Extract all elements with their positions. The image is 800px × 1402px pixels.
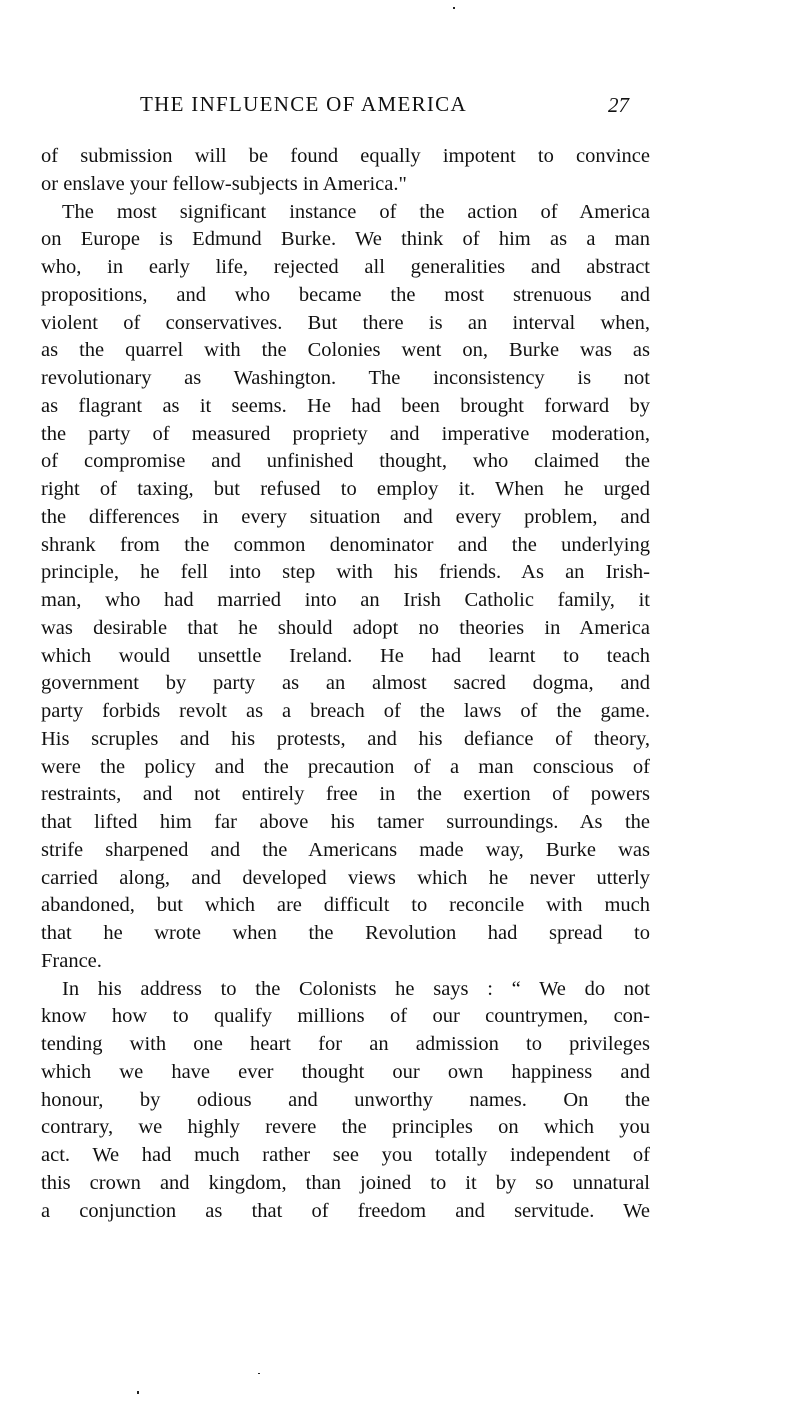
text-line: right of taxing, but refused to employ it. When he urged (41, 478, 650, 500)
text-line: violent of conservatives. But there is an interval when, (41, 311, 650, 334)
text-line: which would unsettle Ireland. He had learnt to teach (41, 644, 650, 667)
text-line: abandoned, but which are difficult to reconcile with much (41, 894, 650, 917)
text-line: as the quarrel with the Colonies went on, Burke was as (41, 339, 650, 362)
text-line: as flagrant as it seems. He had been brought forward by (41, 394, 650, 417)
text-line: strife sharpened and the Americans made way, Burke was (41, 838, 650, 861)
scan-speck (137, 1391, 139, 1394)
text-line: the party of measured propriety and imperative moderation, (41, 422, 650, 445)
text-line: this crown and kingdom, than joined to it by so unnatural (41, 1171, 650, 1194)
text-line: that he wrote when the Revolution had spread to (41, 922, 650, 944)
text-line: contrary, we highly revere the principles on which you (41, 1116, 650, 1139)
text-line: France. (41, 949, 102, 972)
text-line: The most significant instance of the action of America (62, 200, 650, 223)
text-line: or enslave your fellow-subjects in America." (41, 172, 407, 195)
text-line: were the policy and the precaution of a man conscious of (41, 755, 650, 778)
paragraph-burke (41, 199, 650, 976)
text-line: revolutionary as Washington. The inconsistency is not (41, 367, 650, 389)
text-line: the differences in every situation and every problem, and (41, 505, 650, 528)
text-line: a conjunction as that of freedom and servitude. We (41, 1199, 650, 1222)
text-line: act. We had much rather see you totally independent of (41, 1144, 650, 1166)
text-line: tending with one heart for an admission to privileges (41, 1033, 650, 1055)
text-line: propositions, and who became the most strenuous and (41, 283, 650, 306)
text-line: carried along, and developed views which he never utterly (41, 866, 650, 889)
text-line: which we have ever thought our own happiness and (41, 1060, 650, 1083)
scan-speck (258, 1373, 260, 1374)
running-header (0, 92, 800, 122)
text-line: restraints, and not entirely free in the exertion of powers (41, 783, 650, 806)
running-title: THE INFLUENCE OF AMERICA (140, 92, 467, 116)
text-line: of submission will be found equally impotent to convince (41, 145, 650, 167)
text-line: principle, he fell into step with his friends. As an Irish- (41, 561, 650, 584)
text-line: shrank from the common denominator and the underlying (41, 533, 650, 556)
text-line: was desirable that he should adopt no theories in America (41, 616, 650, 639)
page-number: 27 (608, 93, 629, 117)
paragraph-continuation (41, 143, 650, 199)
scan-speck (453, 7, 455, 9)
text-line: that lifted him far above his tamer surroundings. As the (41, 811, 650, 833)
paragraph-address-to-colonists (41, 976, 650, 1226)
text-line: His scruples and his protests, and his defiance of theory, (41, 727, 650, 750)
text-line: on Europe is Edmund Burke. We think of him as a man (41, 228, 650, 251)
text-line: government by party as an almost sacred dogma, and (41, 672, 650, 695)
text-line: know how to qualify millions of our countrymen, con- (41, 1005, 650, 1028)
text-line: party forbids revolt as a breach of the laws of the game. (41, 700, 650, 722)
text-line: man, who had married into an Irish Catholic family, it (41, 589, 650, 611)
text-line: In his address to the Colonists he says : “ We do not (62, 977, 650, 1000)
text-line: of compromise and unfinished thought, who claimed the (41, 450, 650, 473)
text-line: honour, by odious and unworthy names. On the (41, 1088, 650, 1111)
text-line: who, in early life, rejected all generalities and abstract (41, 256, 650, 278)
body-text (41, 143, 650, 1225)
